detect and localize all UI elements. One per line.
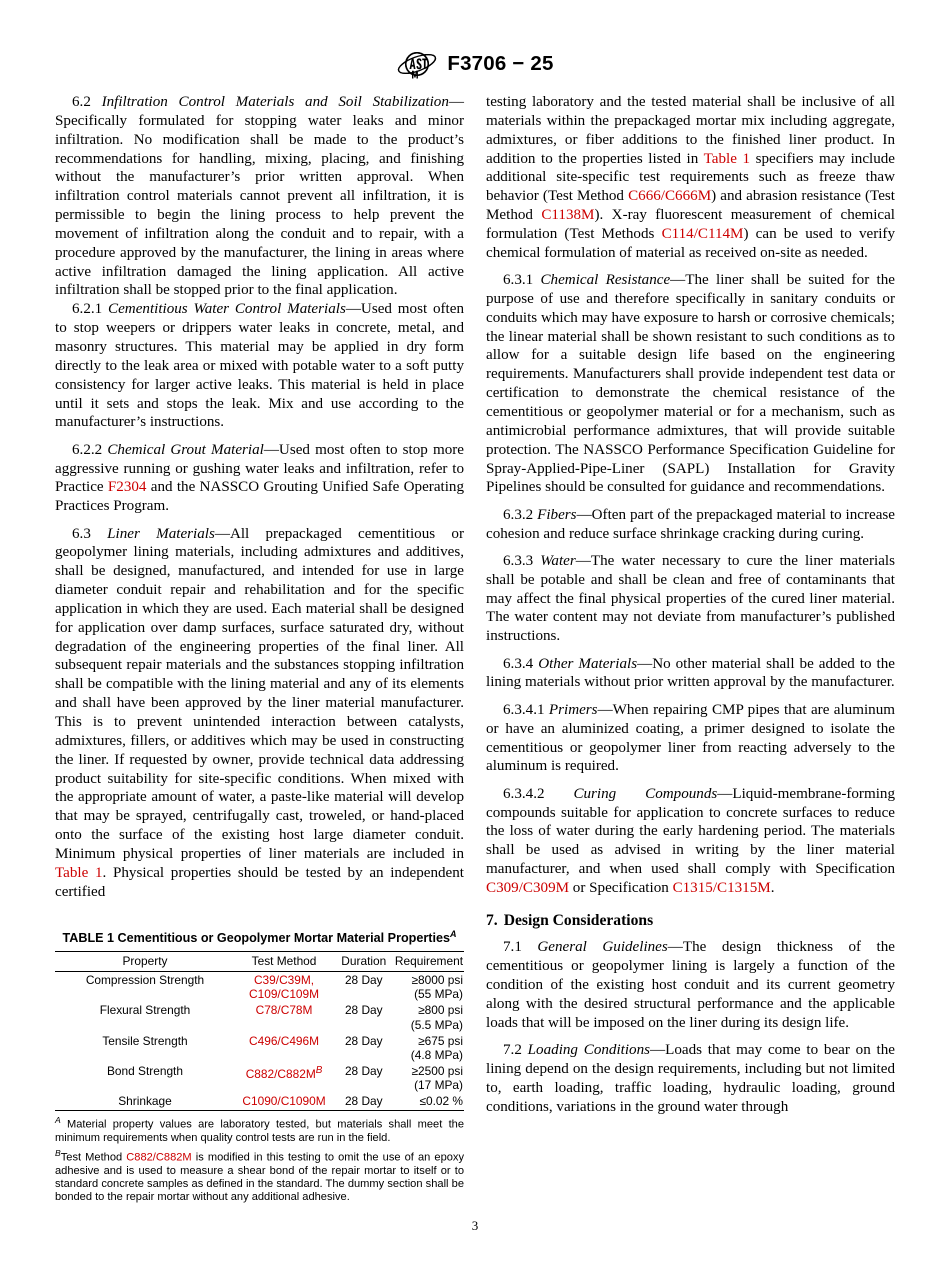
clause-title: Other Materials bbox=[538, 655, 638, 672]
continuation-part: ) and abrasion resistance (Test Method bbox=[486, 188, 895, 224]
requirement-mpa: (17 MPa) bbox=[414, 1077, 463, 1092]
clause-title: Water bbox=[540, 552, 576, 569]
section-number: 7. bbox=[486, 911, 498, 929]
left-column bbox=[55, 93, 464, 1206]
test-method-link[interactable]: C78/C78M bbox=[255, 1003, 313, 1018]
table-footnote-a bbox=[55, 1114, 464, 1146]
cell-duration: 28 Day bbox=[344, 1063, 383, 1078]
column-header-property: Property bbox=[55, 952, 235, 972]
astm-logo-icon bbox=[396, 48, 438, 80]
cell-property: Compression Strength bbox=[85, 973, 205, 988]
continuation-part: ) can be used to verify chemical formulation of material as received on-site as needed. bbox=[486, 225, 895, 261]
table-caption-text: TABLE 1 Cementitious or Geopolymer Mortar Material Properties bbox=[62, 931, 450, 946]
paragraph-6-2-2 bbox=[55, 441, 464, 516]
clause-title: Infiltration Control Materials and Soil Stabilization bbox=[101, 94, 449, 110]
clause-body: —No other material shall be added to the lining materials without prior written approval by the manufacturer. bbox=[486, 655, 895, 691]
clause-number: 6.3.4.1 bbox=[503, 701, 545, 718]
clause-title: Primers bbox=[548, 701, 598, 718]
standard-reference-link[interactable]: C114/C114M bbox=[661, 225, 744, 242]
cell-requirement bbox=[394, 1093, 464, 1111]
paragraph-6-3-4-1 bbox=[486, 701, 895, 776]
clause-body: —When repairing CMP pipes that are aluminum or have an aluminized coating, a primer designed to isolate the cementitious or geopolymer liner from reacting adversely to the aluminum is required. bbox=[486, 701, 896, 775]
clause-body-part: or Specification bbox=[569, 879, 673, 896]
cell-property: Flexural Strength bbox=[99, 1003, 191, 1018]
requirement-mpa: (5.5 MPa) bbox=[410, 1017, 463, 1032]
clause-body: —Used most often to stop weepers or drippers water leaks in concrete, metal, and masonry structures. This material may be applied in dry form directly to the leak area or mixed with potable water to a soft putty consistency for larger active leaks. This material is held in place until it sets and stops the leak. Mix and use according to the manufacturer’s instructions. bbox=[55, 301, 464, 431]
footnote-marker-a: A bbox=[55, 1115, 61, 1126]
cell-duration: 28 Day bbox=[344, 1093, 383, 1108]
footnote-marker-b: B bbox=[55, 1147, 61, 1158]
clause-title: Fibers bbox=[537, 506, 577, 523]
paragraph-continuation bbox=[486, 93, 895, 263]
table-row bbox=[55, 1002, 464, 1032]
footnote-text-a: Material property values are laboratory tested, but materials shall meet the minimum requirements when quality control tests are run in the field. bbox=[55, 1118, 464, 1145]
clause-body-part: . Physical properties should be tested by an independent certified bbox=[55, 864, 465, 900]
clause-number: 6.3.1 bbox=[503, 272, 534, 289]
paragraph-6-3-4-2 bbox=[486, 785, 895, 898]
requirement-psi: ≥8000 psi bbox=[411, 973, 463, 988]
clause-title: Liner Materials bbox=[107, 525, 215, 542]
continuation-part: specifiers may include additional site-specific test requirements such as freeze thaw behavior (Test Method bbox=[486, 150, 896, 205]
column-header-test-method: Test Method bbox=[235, 952, 333, 972]
continuation-part: testing laboratory and the tested material shall be inclusive of all materials within the prepackaged mortar mix including aggregate, admixtures, or fiber additions to the finished liner product. In addition to the properties listed in bbox=[486, 94, 895, 167]
clause-number: 6.3.2 bbox=[503, 506, 534, 523]
clause-body: —Often part of the prepackaged material to increase cohesion and reduce surface shrinkage cracking during curing. bbox=[486, 506, 895, 542]
requirement-psi: ≥675 psi bbox=[418, 1033, 463, 1048]
cell-duration: 28 Day bbox=[344, 1033, 383, 1048]
table-header-row bbox=[55, 952, 464, 972]
requirement-psi: ≥2500 psi bbox=[411, 1063, 463, 1078]
requirement-mpa: (55 MPa) bbox=[414, 987, 463, 1002]
column-header-requirement: Requirement bbox=[394, 952, 464, 972]
clause-title: Loading Conditions bbox=[527, 1041, 651, 1058]
section-title: Design Considerations bbox=[503, 911, 654, 929]
table-footnote-b bbox=[55, 1147, 464, 1205]
section-heading-7 bbox=[486, 912, 895, 930]
clause-body: —The liner shall be suited for the purpose of use and therefore specifically in sanitary conduits or conduits which may have exposure to harsh or corrosive chemicals; the linear material shall be shown resistant to such conditions as to allow for a suitable design life based on the engineering requirements. Manufacturers shall provide independent test data or certification to demonstrate the chemical resistance of the cementitious or geopolymer material or for a mechanism, such as antimicrobial performance admixtures, that will provide suitable protection. The NASSCO Performance Specification Guideline for Spray-Applied-Pipe-Liner (SAPL) Installation for Gravity Pipelines should be consulted for guidance and recommendations. bbox=[486, 272, 895, 496]
test-method-link[interactable]: C39/C39M, bbox=[253, 973, 315, 988]
table-caption-footnote-marker: A bbox=[449, 929, 457, 940]
clause-body-part: and the NASSCO Grouting Unified Safe Operating Practices Program. bbox=[55, 479, 464, 515]
paragraph-7-1 bbox=[486, 938, 895, 1032]
table-row bbox=[55, 1033, 464, 1063]
clause-title: Curing Compounds bbox=[573, 785, 718, 802]
paragraph-6-3-3 bbox=[486, 552, 895, 646]
clause-body-part: —Liquid-membrane-forming compounds suitable for application to concrete surfaces to reduce the loss of water during the early hardening period. The materials shall be used as advised in writing by the liner material manufacturer, and when used shall comply with Specification bbox=[486, 785, 895, 878]
paragraph-6-3-4 bbox=[486, 655, 895, 693]
table-header bbox=[55, 952, 464, 972]
clause-body: —The design thickness of the cementitious or geopolymer lining is largely a function of the condition of the existing host conduit and its current geometry along with the desired structural performance and the applicable loads that will be imposed on the liner during its design life. bbox=[486, 939, 895, 1031]
table-row bbox=[55, 1093, 464, 1111]
document-designation: F3706 − 25 bbox=[447, 52, 554, 75]
paragraph-6-3 bbox=[55, 525, 464, 902]
cell-property: Shrinkage bbox=[118, 1093, 172, 1108]
table-1-block bbox=[55, 927, 464, 1204]
table-row bbox=[55, 972, 464, 1003]
clause-number: 6.3.4.2 bbox=[503, 785, 545, 802]
paragraph-6-2-1 bbox=[55, 300, 464, 432]
clause-number: 6.2.1 bbox=[72, 301, 103, 318]
right-column bbox=[486, 93, 895, 1206]
clause-title: General Guidelines bbox=[537, 939, 668, 956]
paragraph-7-2 bbox=[486, 1041, 895, 1116]
clause-number: 6.2.2 bbox=[72, 441, 103, 458]
clause-number: 6.3 bbox=[72, 525, 91, 542]
cell-duration: 28 Day bbox=[344, 973, 383, 988]
requirement-mpa: (4.8 MPa) bbox=[410, 1047, 463, 1062]
page-number: 3 bbox=[471, 1218, 479, 1233]
cell-property: Bond Strength bbox=[106, 1063, 183, 1078]
footnote-text-part: Test Method bbox=[60, 1151, 127, 1164]
paragraph-6-3-2 bbox=[486, 506, 895, 544]
cell-test-method bbox=[235, 1002, 333, 1032]
table-caption bbox=[55, 927, 464, 947]
paragraph-6-3-1 bbox=[486, 271, 895, 497]
test-method-footnote-marker: B bbox=[315, 1064, 323, 1076]
clause-number: 6.2 bbox=[72, 94, 91, 110]
column-header-duration: Duration bbox=[333, 952, 394, 972]
table-footnotes bbox=[55, 1114, 464, 1205]
cell-test-method bbox=[235, 1093, 333, 1111]
cell-property: Tensile Strength bbox=[102, 1033, 188, 1048]
paragraph-6-2 bbox=[55, 93, 464, 300]
clause-body-part: —All prepackaged cementitious or geopolymer lining materials, including admixtures and additives, shall be designed, manufactured, and intended for use in large diameter conduit repair and rehabilitation and for the specific application in which they are used. Each material shall be designed for application over damp surfaces, surface saturated dry, without degradation of the engineering properties of the final liner. All subsequent repair materials and the substances stopping infiltration shall be compatible with the lining material and any of its elements and shall have been approved by the liner material manufacturer. This is to prevent unintended interaction between catalysts, admixtures, fillers, or additives which may be used in constructing the liner. If requested by owner, provide technical data addressing product suitability for site-specific conditions. When mixed with the appropriate amount of water, a paste-like material will develop that may be sprayed, centrifugally cast, troweled, or hand-placed onto the surface of the existing host large diameter conduit. Minimum physical properties of liner materials are included in bbox=[55, 525, 464, 862]
clause-body-part: . bbox=[770, 879, 775, 896]
standard-reference-link[interactable]: C1138M bbox=[541, 207, 595, 224]
clause-number: 6.3.4 bbox=[503, 655, 534, 672]
clause-body: —Loads that may come to bear on the lining depend on the design requirements, including but not limited to, earth loading, traffic loading, hydraulic loading, ground conditions, variations in the ground water through bbox=[486, 1041, 895, 1115]
clause-body: —Specifically formulated for stopping water leaks and minor infiltration. No modification shall be made to the product’s recommendations for handling, mixing, placing, and finishing without the manufacturer’s prior written approval. When infiltration control materials cannot prevent all infiltration, it is permissible to begin the lining process to help prevent the movement of infiltration along the conduit and to repair, with a procedure approved by the manufacturer, the lining in areas where active infiltration damaged the lining application. All active infiltration shall be stopped prior to the final application. bbox=[55, 94, 464, 299]
test-method-link-2[interactable]: C109/C109M bbox=[249, 987, 320, 1002]
clause-body: —The water necessary to cure the liner materials shall be potable and shall be clean and free of contaminants that may affect the final physical properties of the cured liner material. The water content may not deviate from manufacturer’s published instructions. bbox=[486, 552, 895, 645]
test-method-link[interactable]: C1090/C1090M bbox=[242, 1093, 326, 1108]
standard-reference-link[interactable]: C1315/C1315M bbox=[672, 879, 771, 896]
table-reference-link[interactable]: Table 1 bbox=[55, 864, 103, 881]
continuation-part: ). X-ray fluorescent measurement of chemical formulation (Test Methods bbox=[486, 207, 895, 242]
standard-reference-link[interactable]: F2304 bbox=[107, 479, 147, 496]
clause-title: Cementitious Water Control Materials bbox=[108, 301, 346, 318]
cell-requirement bbox=[394, 972, 464, 1003]
test-method-link[interactable]: C496/C496M bbox=[249, 1033, 320, 1048]
cell-requirement bbox=[394, 1063, 464, 1093]
cell-test-method bbox=[235, 972, 333, 1003]
clause-number: 7.2 bbox=[503, 1041, 522, 1058]
table-row bbox=[55, 1063, 464, 1093]
page-columns bbox=[55, 93, 895, 1206]
requirement-psi: ≥800 psi bbox=[418, 1003, 463, 1018]
footnote-standard-link[interactable]: C882/C882M bbox=[126, 1151, 192, 1164]
standard-reference-link[interactable]: C666/C666M bbox=[628, 188, 712, 205]
requirement-psi: ≤0.02 % bbox=[419, 1093, 463, 1108]
standard-reference-link[interactable]: C309/C309M bbox=[486, 879, 570, 896]
clause-body-part: —Used most often to stop more aggressive running or gushing water leaks and infiltration, refer to Practice bbox=[55, 441, 464, 496]
clause-number: 7.1 bbox=[503, 939, 522, 956]
clause-number: 6.3.3 bbox=[503, 552, 534, 569]
material-properties-table bbox=[55, 951, 464, 1111]
cell-duration: 28 Day bbox=[344, 1003, 383, 1018]
footnote-text-part: is modified in this testing to omit the use of an epoxy adhesive and is used to measure a shear bond of the repair mortar to itself or to standard concrete samples as defined in the standard. The dummy section shall be bonded to the repair mortar without any additional adhesive. bbox=[55, 1151, 465, 1204]
table-reference-link[interactable]: Table 1 bbox=[703, 150, 751, 167]
table-body bbox=[55, 972, 464, 1111]
clause-title: Chemical Grout Material bbox=[107, 441, 264, 458]
clause-title: Chemical Resistance bbox=[540, 272, 671, 289]
cell-test-method bbox=[235, 1063, 333, 1093]
test-method-link[interactable] bbox=[235, 1064, 333, 1081]
cell-requirement bbox=[394, 1002, 464, 1032]
cell-requirement bbox=[394, 1033, 464, 1063]
page-header bbox=[0, 44, 950, 84]
cell-test-method bbox=[235, 1033, 333, 1063]
test-method-code: C882/C882M bbox=[245, 1066, 316, 1081]
